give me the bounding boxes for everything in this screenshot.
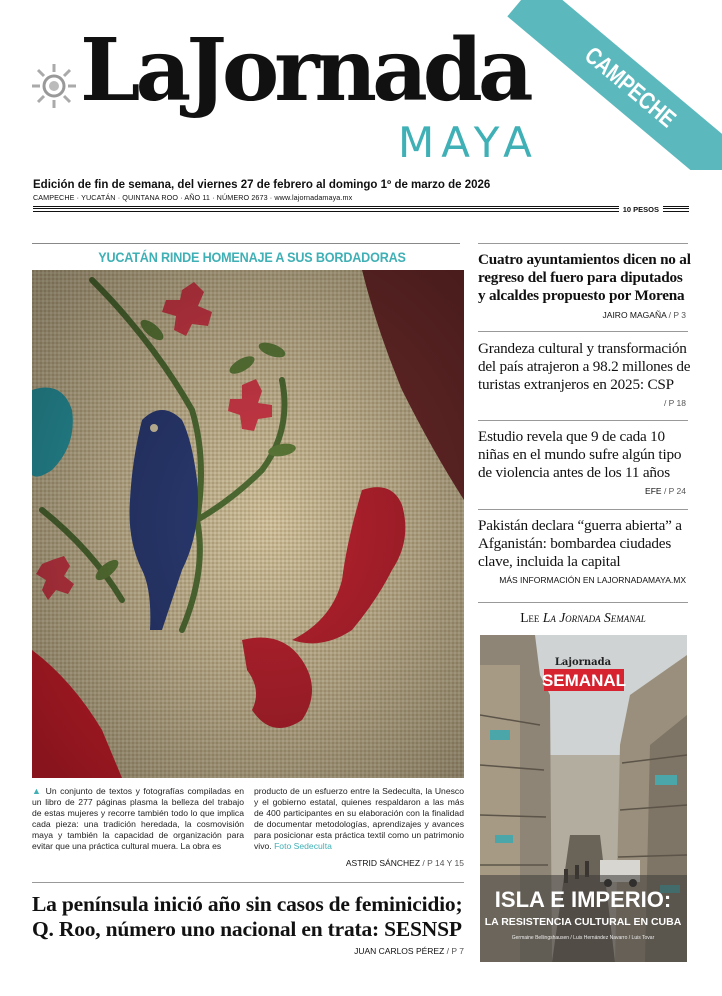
side-page-ref-3[interactable]: / P 24 [663, 486, 686, 496]
side-more-info-link[interactable]: MÁS INFORMACIÓN EN LAJORNADAMAYA.MX [499, 575, 686, 585]
bottom-story-headline[interactable]: La península inició año sin casos de feminicidio; Q. Roo, número uno nacional en trata: SESNSP [32, 892, 463, 941]
side-story-headline-2[interactable]: Grandeza cultural y transformación del país atrajeron a 98.2 millones de turistas extranjeros en 2025: CSP [478, 340, 691, 394]
side-story-headline-3[interactable]: Estudio revela que 9 de cada 10 niñas en el mundo sufre algún tipo de violencia antes de los 11 años [478, 428, 682, 482]
side-rule-3 [478, 420, 688, 421]
side-story-byline-1 [603, 310, 686, 320]
bottom-page-ref[interactable]: / P 7 [446, 946, 464, 956]
cover-headline: ISLA E IMPERIO: [494, 887, 672, 912]
side-story-byline-2 [664, 398, 686, 408]
edition-banner-label: CAMPECHE [579, 41, 682, 134]
side-story-headline-1[interactable]: Cuatro ayuntamientos dicen no al regreso del fuero para diputados y alcaldes propuesto por Morena [478, 251, 691, 305]
side-page-ref-2[interactable]: / P 18 [663, 398, 686, 408]
side-rule-2 [478, 331, 688, 332]
main-story-photo[interactable] [32, 270, 464, 778]
caption-col1-text: Un conjunto de textos y fotografías compiladas en un libro de 277 páginas plasma la belleza del trabajo de estas mujeres y recorre también todo lo que implica cada pieza: una tradición heredada, la cosmovisión maya y también la capacidad de organización para evitar que una práctica cultural muera. La obra es [32, 786, 244, 851]
main-story-caption-col2 [254, 786, 464, 852]
side-byline-name-1: JAIRO MAGAÑA [602, 310, 667, 320]
caption-triangle-icon: ▲ [32, 786, 46, 796]
bottom-story-rule [32, 882, 464, 883]
main-story-caption-col1 [32, 786, 244, 852]
main-story-byline [346, 858, 464, 868]
main-page-ref[interactable]: / P 14 Y 15 [422, 858, 464, 868]
cover-title: SEMANAL [541, 671, 627, 690]
bottom-byline-name: JUAN CARLOS PÉREZ [354, 946, 445, 956]
edition-line: Edición de fin de semana, del viernes 27 de febrero al domingo 1º de marzo de 2026 [33, 179, 491, 191]
side-rule-1 [478, 243, 688, 244]
price-label: 10 PESOS [622, 204, 659, 214]
main-byline-name: ASTRID SÁNCHEZ [345, 858, 421, 868]
edition-banner [480, 0, 722, 170]
side-page-ref-1[interactable]: / P 3 [668, 310, 686, 320]
semanal-cover[interactable] [480, 635, 687, 962]
semanal-lee: Lee [520, 610, 540, 625]
side-story-byline-3 [645, 486, 686, 496]
sun-logo-icon [30, 62, 78, 110]
cover-authors: Germaine Bellingshausen / Luis Hernández Navarro / Luis Tovar [511, 935, 655, 941]
edition-subline: CAMPECHE · YUCATÁN · QUINTANA ROO · AÑO 11 · NÚMERO 2673 · www.lajornadamaya.mx [33, 193, 353, 202]
main-story-rule [32, 243, 460, 244]
masthead-sublogo: MAYA [398, 118, 539, 167]
side-story-more-info [499, 575, 686, 585]
semanal-promo-title[interactable] [478, 610, 688, 626]
side-byline-name-3: EFE [645, 486, 662, 496]
cover-brand: Lajornada [554, 657, 612, 668]
masthead-logo: LaJornada [80, 20, 529, 121]
main-story-kicker[interactable]: YUCATÁN RINDE HOMENAJE A SUS BORDADORAS [98, 249, 406, 265]
side-rule-4 [478, 509, 688, 510]
caption-col2-text: producto de un esfuerzo entre la Sedeculta, la Unesco y el gobierno estatal, quienes respaldaron a las más de 400 participantes en su elaboración con la finalidad de documentar metodologías, aprendizajes y avances para posicionar esta práctica textil como un patrimonio vivo. [254, 786, 464, 851]
photo-credit: Foto Sedeculta [274, 841, 332, 851]
bottom-story-byline [354, 946, 464, 956]
semanal-name: La Jornada Semanal [542, 610, 646, 625]
side-story-headline-4[interactable]: Pakistán declara “guerra abierta” a Afganistán: bombardea ciudades clave, incluida la capital [478, 517, 682, 571]
side-rule-5 [478, 602, 688, 603]
cover-subheadline: LA RESISTENCIA CULTURAL EN CUBA [484, 916, 682, 928]
price-rule [33, 204, 689, 214]
